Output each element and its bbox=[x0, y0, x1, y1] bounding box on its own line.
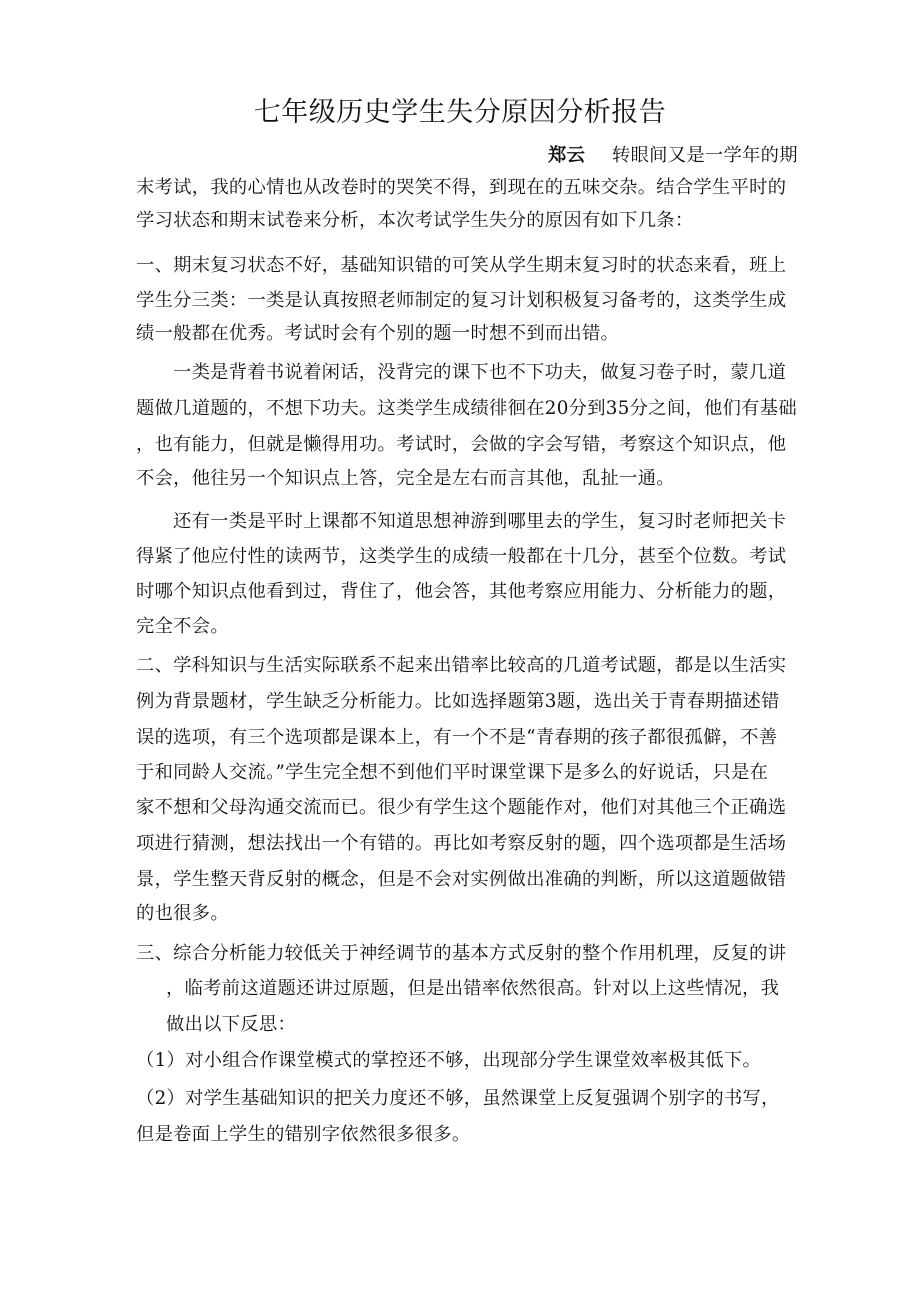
paragraph-line: 一类是背着书说着闲话，没背完的课下也不下功夫，做复习卷子时，蒙几道 bbox=[173, 362, 787, 383]
paragraph-line: 做出以下反思： bbox=[166, 1014, 297, 1035]
author-name: 郑云 bbox=[548, 145, 586, 166]
paragraph-line: 一、期末复习状态不好，基础知识错的可笑从学生期末复习时的状态来看，班上 bbox=[136, 255, 787, 276]
paragraph-line: 景，学生整天背反射的概念，但是不会对实例做出准确的判断，所以这道题做错 bbox=[136, 869, 787, 890]
paragraph-line: 得紧了他应付性的读两节，这类学生的成绩一般都在十几分，甚至个位数。考试 bbox=[136, 546, 787, 567]
paragraph-line: 末考试，我的心情也从改卷时的哭笑不得，到现在的五味交杂。结合学生平时的 bbox=[136, 177, 787, 198]
paragraph-line: 但是卷面上学生的错别字依然很多很多。 bbox=[136, 1124, 471, 1145]
document-title: 七年级历史学生失分原因分析报告 bbox=[253, 97, 667, 128]
paragraph-line: 三、综合分析能力较低关于神经调节的基本方式反射的整个作用机理，反复的讲 bbox=[136, 943, 787, 964]
paragraph-line: 转眼间又是一学年的期 bbox=[612, 145, 798, 166]
paragraph-line: 不会，他往另一个知识点上答，完全是左右而言其他，乱扯一通。 bbox=[136, 468, 675, 489]
paragraph-line: 时哪个知识点他看到过，背住了，他会答，其他考察应用能力、分析能力的题， bbox=[136, 581, 787, 602]
paragraph-line: 学生分三类：一类是认真按照老师制定的复习计划积极复习备考的，这类学生成 bbox=[136, 290, 787, 311]
paragraph-line: ，也有能力，但就是懒得用功。考试时，会做的字会写错，考察这个知识点，他 bbox=[136, 434, 787, 455]
paragraph-line: 题做几道题的，不想下功夫。这类学生成绩徘徊在20分到35分之间，他们有基础 bbox=[136, 398, 797, 419]
paragraph-line: 于和同龄人交流。”学生完全想不到他们平时课堂课下是多么的好说话，只是在 bbox=[136, 762, 769, 783]
paragraph-line: 的也很多。 bbox=[136, 903, 229, 924]
paragraph-line: 学习状态和期末试卷来分析，本次考试学生失分的原因有如下几条： bbox=[136, 210, 694, 231]
paragraph-line: 项进行猜测，想法找出一个有错的。再比如考察反射的题，四个选项都是生活场 bbox=[136, 833, 787, 854]
paragraph-line: 例为背景题材，学生缺乏分析能力。比如选择题第3题，选出关于青春期描述错 bbox=[136, 691, 780, 712]
paragraph-line: 绩一般都在优秀。考试时会有个别的题一时想不到而出错。 bbox=[136, 323, 620, 344]
paragraph-line: 完全不会。 bbox=[136, 616, 229, 637]
paragraph-line: 家不想和父母沟通交流而已。很少有学生这个题能作对，他们对其他三个正确选 bbox=[136, 797, 787, 818]
paragraph-line: （2）对学生基础知识的把关力度还不够，虽然课堂上反复强调个别字的书写， bbox=[136, 1088, 780, 1109]
paragraph-line: ，临考前这道题还讲过原题，但是出错率依然很高。针对以上这些情况，我 bbox=[166, 978, 780, 999]
paragraph-line: 误的选项，有三个选项都是课本上，有一个不是“青春期的孩子都很孤僻，不善 bbox=[136, 727, 778, 748]
paragraph-line: （1）对小组合作课堂模式的掌控还不够，出现部分学生课堂效率极其低下。 bbox=[136, 1050, 762, 1071]
paragraph-line: 还有一类是平时上课都不知道思想神游到哪里去的学生，复习时老师把关卡 bbox=[173, 511, 787, 532]
paragraph-line: 二、学科知识与生活实际联系不起来出错率比较高的几道考试题，都是以生活实 bbox=[136, 655, 787, 676]
